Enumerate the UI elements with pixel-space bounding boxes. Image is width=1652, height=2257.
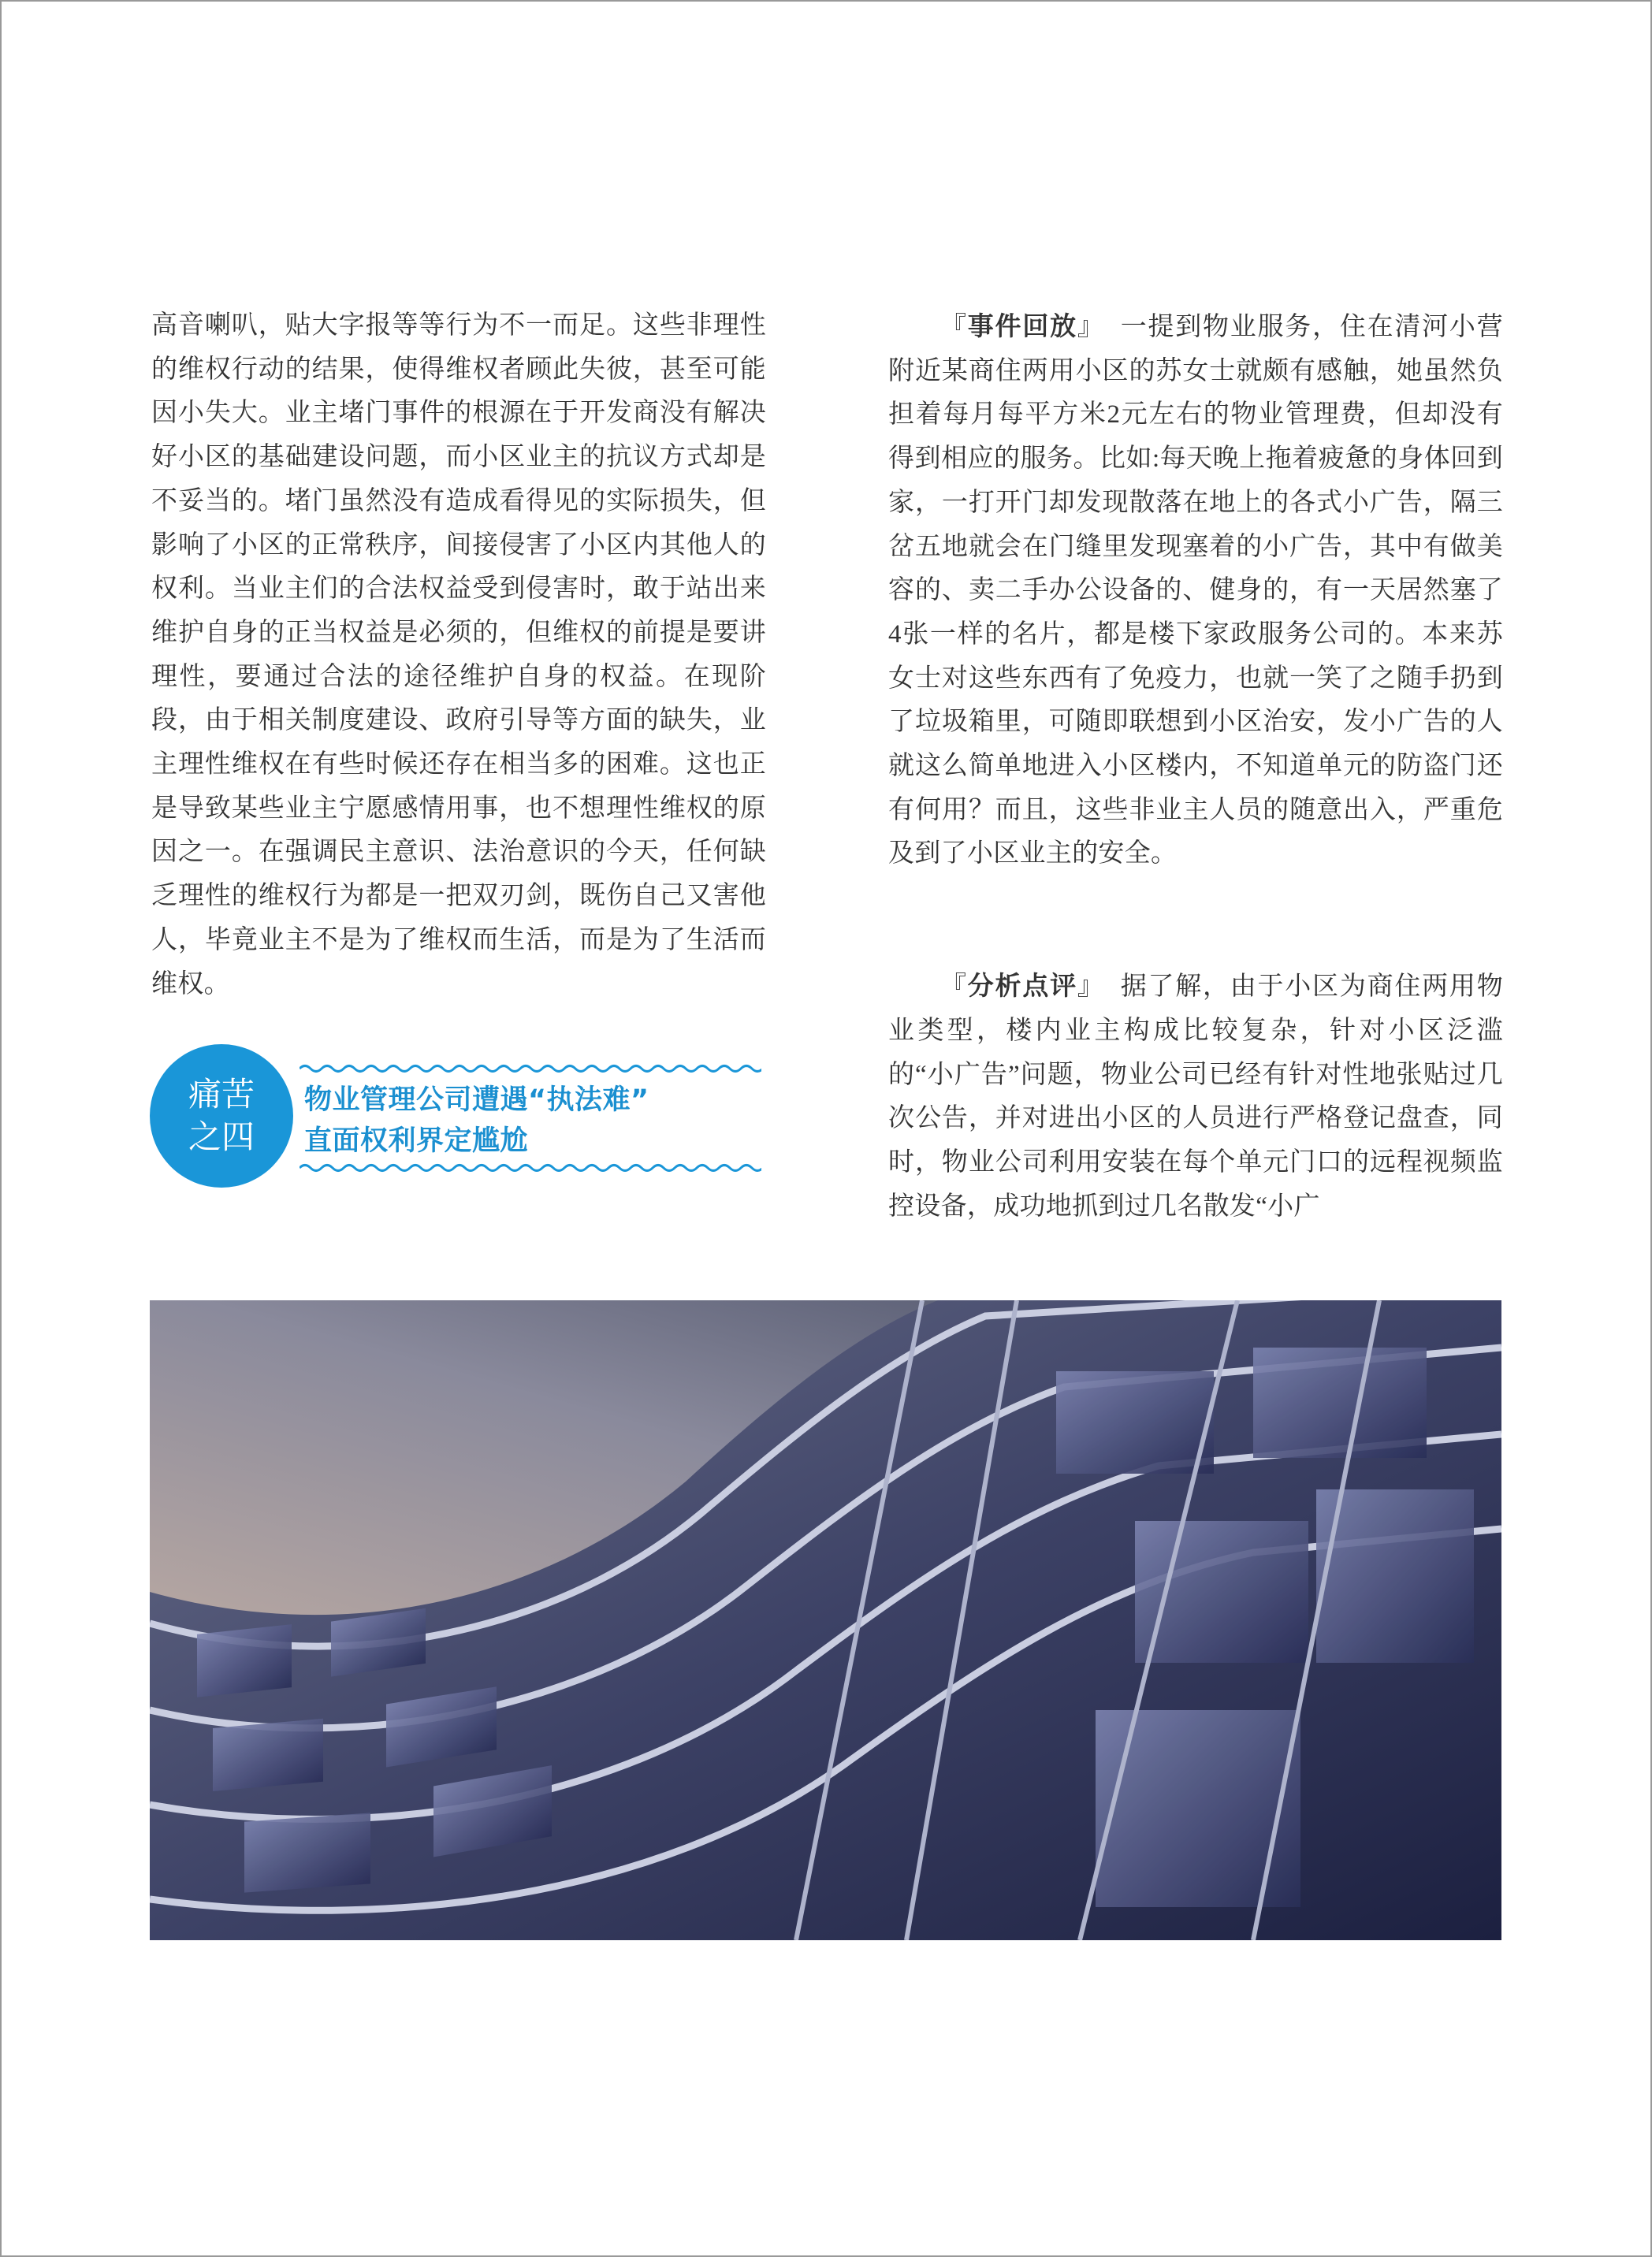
badge-line1: 痛苦 <box>188 1075 255 1114</box>
section-title-line1: 物业管理公司遭遇“执法难” <box>304 1084 649 1116</box>
building-photo <box>150 1300 1501 1940</box>
analysis-paragraph <box>888 964 1503 1229</box>
event-review-paragraph <box>888 304 1503 876</box>
bracket-close: 』 <box>1077 970 1105 1002</box>
left-paragraph: 高音喇叭，贴大字报等等行为不一而足。这些非理性的维权行动的结果，使得维权者顾此失彼，甚至可能因小失大。业主堵门事件的根源在于开发商没有解决好小区的基础建设问题，而小区业主的抗议方式却是不妥当的。堵门虽然没有造成看得见的实际损失，但影响了小区的正常秩序，间接侵害了小区内其他人的权利。当业主们的合法权益受到侵害时，敢于站出来维护自身的正当权益是必须的，但维权的前提是要讲理性，要通过合法的途径维护自身的权益。在现阶段，由于相关制度建设、政府引导等方面的缺失，业主理性维权在有些时候还存在相当多的困难。这也正是导致某些业主宁愿感情用事，也不想理性维权的原因之一。在强调民主意识、法治意识的今天，任何缺乏理性的维权行为都是一把双刃剑，既伤自己又害他人，毕竟业主不是为了维权而生活，而是为了生活而维权。 <box>151 311 766 998</box>
bracket-close: 』 <box>1077 310 1105 341</box>
building-illustration <box>150 1300 1501 1940</box>
section-badge <box>150 1044 293 1188</box>
right-column <box>888 304 1503 1229</box>
section-title-line2: 直面权利界定尴尬 <box>304 1125 529 1157</box>
wave-divider-bottom <box>300 1161 761 1175</box>
section-heading <box>150 1044 765 1194</box>
section-title <box>304 1080 649 1162</box>
event-review-label: 事件回放 <box>967 311 1077 340</box>
bracket-open: 『 <box>940 970 968 1002</box>
wave-divider-top <box>300 1062 761 1076</box>
bracket-open: 『 <box>940 310 968 341</box>
event-review-text: 一提到物业服务，住在清河小营附近某商住两用小区的苏女士就颇有感触，她虽然负担着每月每平方米2元左右的物业管理费，但却没有得到相应的服务。比如:每天晚上拖着疲惫的身体回到家，一打开门却发现散落在地上的各式小广告，隔三岔五地就会在门缝里发现塞着的小广告，其中有做美容的、卖二手办公设备的、健身的，有一天居然塞了4张一样的名片，都是楼下家政服务公司的。本来苏女士对这些东西有了免疫力，也就一笑了之随手扔到了垃圾箱里，可随即联想到小区治安，发小广告的人就这么简单地进入小区楼内，不知道单元的防盗门还有何用？而且，这些非业主人员的随意出入，严重危及到了小区业主的安全。 <box>888 313 1503 868</box>
analysis-label: 分析点评 <box>967 971 1077 1001</box>
analysis-text: 据了解，由于小区为商住两用物业类型，楼内业主构成比较复杂，针对小区泛滥的“小广告”问题，物业公司已经有针对性地张贴过几次公告，并对进出小区的人员进行严格登记盘查，同时，物业公司利用安装在每个单元门口的远程视频监控设备，成功地抓到过几名散发“小广 <box>888 972 1503 1221</box>
badge-line2: 之四 <box>188 1117 255 1156</box>
left-column <box>151 304 766 1006</box>
